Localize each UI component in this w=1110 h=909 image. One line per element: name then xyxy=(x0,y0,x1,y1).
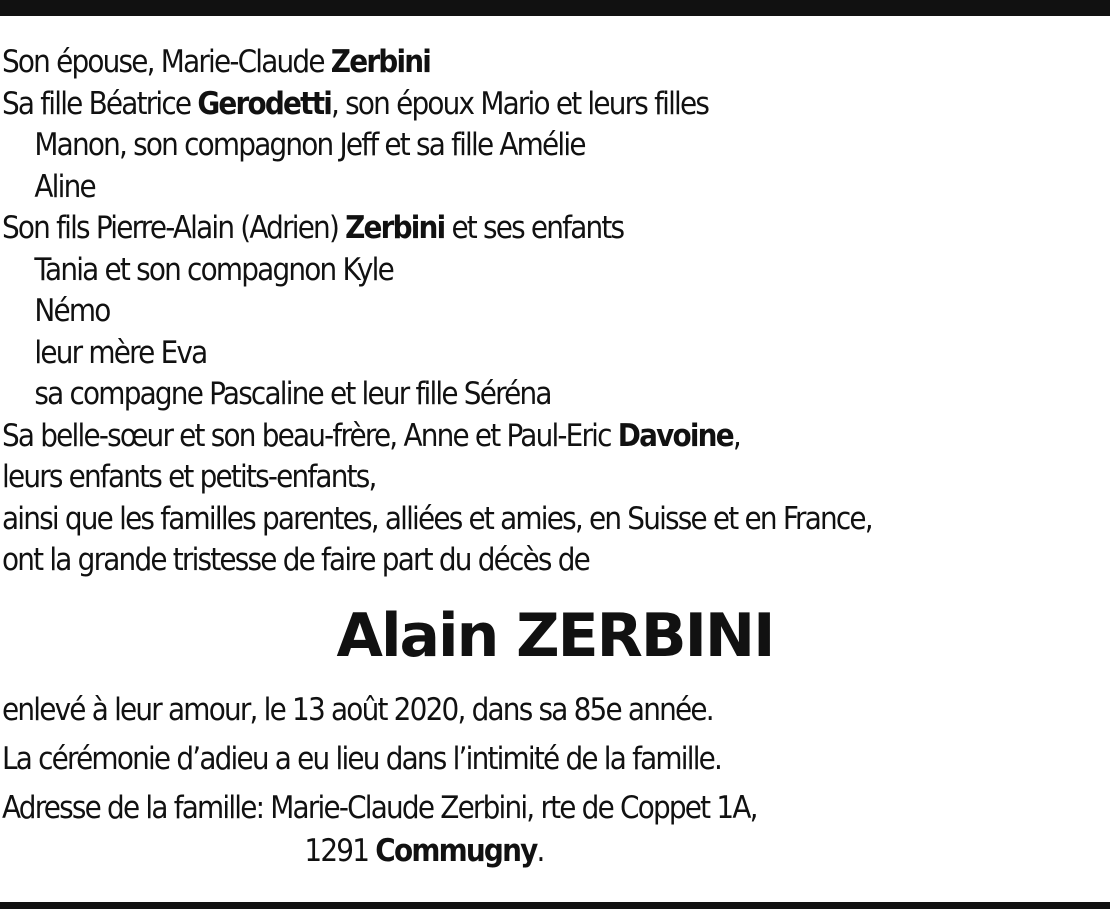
intro-line-spouse xyxy=(2,42,996,84)
in-laws-suffix: , xyxy=(732,417,740,454)
notice-details xyxy=(2,686,1106,869)
spouse-text: Son épouse, Marie-Claude xyxy=(2,44,331,80)
daughter-suffix: , son époux Mario et leurs filles xyxy=(331,85,709,122)
intro-line-daughter xyxy=(2,84,996,126)
intro-line-granddaughter-manon: Manon, son compagnon Jeff et sa fille Amélie xyxy=(34,127,585,163)
intro-line-partner-pascaline: sa compagne Pascaline et leur fille Séréna xyxy=(34,376,551,412)
town-suffix: . xyxy=(536,833,544,869)
intro-line-in-laws xyxy=(2,416,996,458)
son-text: Son fils Pierre-Alain (Adrien) xyxy=(2,210,346,246)
daughter-surname: Gerodetti xyxy=(197,85,332,122)
intro-line-granddaughter-aline: Aline xyxy=(34,168,95,205)
intro-line-grandchild-nemo: Némo xyxy=(34,293,110,329)
address-line: Adresse de la famille: Marie-Claude Zerbini, rte de Coppet 1A, xyxy=(2,790,757,826)
passing-line: enlevé à leur amour, le 13 août 2020, dans sa 85e année. xyxy=(2,692,713,728)
daughter-text: Sa fille Béatrice xyxy=(2,85,198,122)
ceremony-line: La cérémonie d’adieu a eu lieu dans l’intimité de la famille. xyxy=(2,741,722,777)
town-name: Commugny xyxy=(375,833,537,869)
deceased-name: Alain ZERBINI xyxy=(336,601,774,671)
in-laws-surname: Davoine xyxy=(617,417,733,454)
spouse-surname: Zerbini xyxy=(330,44,431,80)
intro-line-children-grandchildren: leurs enfants et petits-enfants, xyxy=(2,459,376,495)
family-announcement xyxy=(2,42,1106,582)
son-surname: Zerbini xyxy=(345,210,445,246)
address-line-town xyxy=(2,833,996,869)
postal-code: 1291 xyxy=(304,833,376,869)
intro-line-grandchild-tania: Tania et son compagnon Kyle xyxy=(34,251,393,288)
intro-line-families: ainsi que les familles parentes, alliées et amies, en Suisse et en France, xyxy=(2,500,872,537)
son-suffix: et ses enfants xyxy=(444,210,624,246)
intro-line-son xyxy=(2,208,996,250)
intro-line-mother-eva: leur mère Eva xyxy=(34,334,207,371)
intro-line-announcement: ont la grande tristesse de faire part du décès de xyxy=(2,542,590,578)
bottom-rule xyxy=(0,902,1110,909)
top-rule xyxy=(0,0,1110,16)
in-laws-text: Sa belle-sœur et son beau-frère, Anne et Paul-Eric xyxy=(2,417,618,454)
